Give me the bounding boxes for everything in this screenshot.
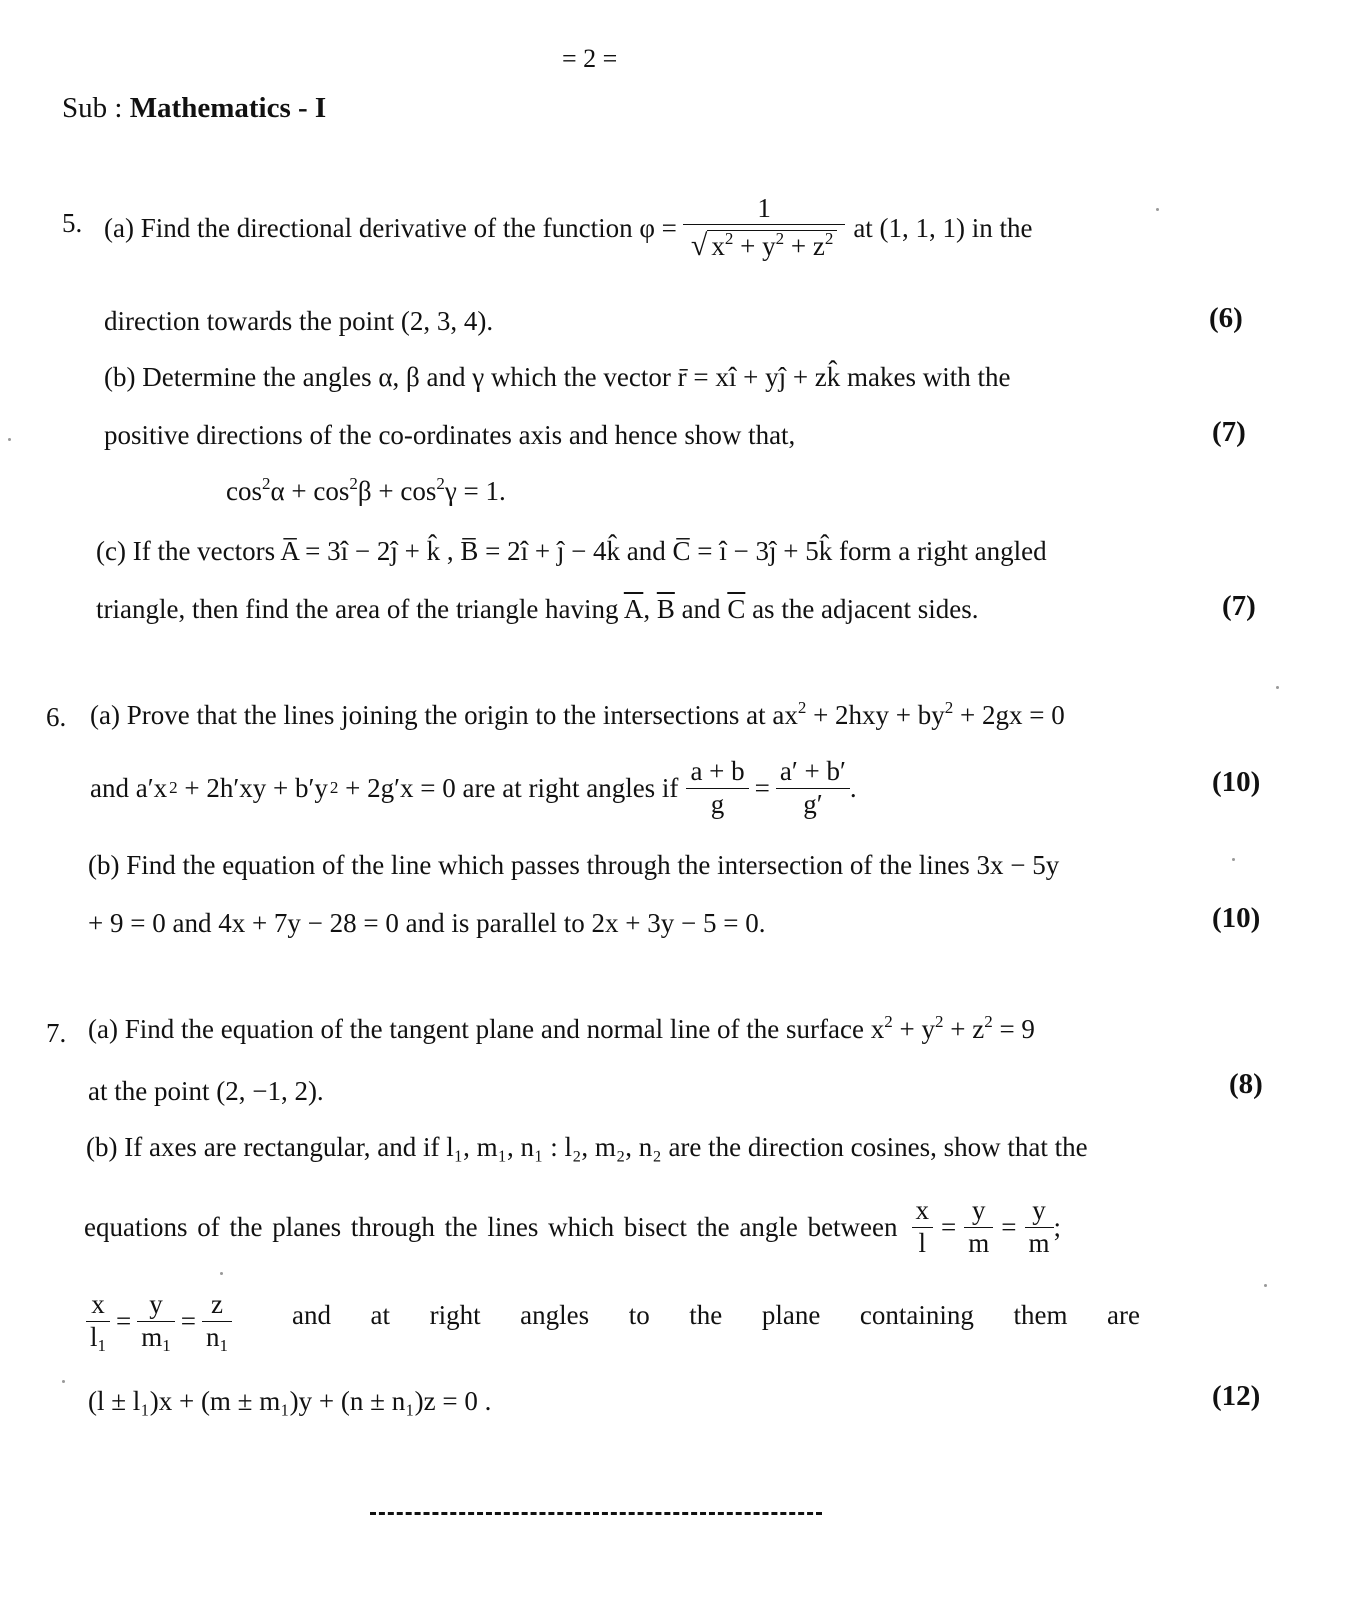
q7a-line2: at the point (2, −1, 2). bbox=[88, 1076, 324, 1106]
page-number: = 2 = bbox=[562, 44, 618, 73]
q7b-frac-y: $\frac{y}{m}$ bbox=[964, 1195, 993, 1258]
q7b-line3-fractions: $\frac{x}{l_1}$ = $\frac{y}{m_1}$ = $\frac{z}{n_1}$ bbox=[86, 1286, 232, 1356]
q6a-text: (a) Prove that the lines joining the origin to the intersections at bbox=[90, 700, 766, 730]
q5c-marks: (7) bbox=[1222, 590, 1256, 622]
q6a-text2-mid: + 2h′xy + b′y bbox=[184, 772, 328, 803]
q7a-marks: (8) bbox=[1229, 1068, 1263, 1100]
q5c-text-post: as the adjacent sides. bbox=[752, 594, 979, 624]
q6b-marks: (10) bbox=[1212, 902, 1261, 934]
q6a-frac2-num: a′ + b′ bbox=[779, 756, 846, 787]
q7b-frac-x1: $\frac{x}{l_1}$ bbox=[86, 1289, 110, 1352]
q6-number: 6. bbox=[46, 702, 67, 732]
sqrt-symbol: √ bbox=[690, 228, 708, 262]
q6a-marks: (10) bbox=[1212, 766, 1261, 798]
q5c-text-pre: triangle, then find the area of the triangle having bbox=[96, 594, 619, 624]
q5c-line1: (c) If the vectors A̅ = 3î − 2ĵ + k̂ , B̅ = 2î + ĵ − 4k̂ and C̅ = î − 3ĵ + 5k̂ form a right angled bbox=[96, 536, 1047, 566]
word: plane bbox=[761, 1300, 821, 1330]
q5a-text: (a) Find the directional derivative of the function φ = bbox=[104, 212, 677, 243]
q7b-frac-y2: $\frac{y}{m}$ bbox=[1025, 1195, 1054, 1258]
subject-label: Sub : bbox=[62, 92, 130, 124]
q7b-result-equation: (l ± l₁)x + (m ± m₁)y + (n ± n₁)z = 0 . bbox=[88, 1386, 492, 1416]
subject-title: Mathematics - I bbox=[129, 92, 327, 124]
q5c-line2: triangle, then find the area of the triangle having $\overline{A}$, $\overline{B}$ and $\overline{C}$ as the adjacent sides. bbox=[96, 594, 979, 624]
scan-speck bbox=[8, 438, 11, 441]
q5a-fraction bbox=[683, 193, 845, 264]
q5a-marks: (6) bbox=[1209, 302, 1243, 334]
vector-b: $\overline{B}$ bbox=[656, 594, 675, 624]
q7a-line1: (a) Find the equation of the tangent plane and normal line of the surface $x^2 + y^2 + z^2 = 9$ bbox=[88, 1012, 1035, 1044]
q5b-line2: positive directions of the co-ordinates axis and hence show that, bbox=[104, 420, 796, 450]
q5b-line1: (b) Determine the angles α, β and γ which the vector r̄ = xî + yĵ + zk̂ makes with the bbox=[104, 362, 1011, 392]
word: containing bbox=[859, 1300, 974, 1330]
q6a-text2-post: + 2g′x = 0 are at right angles if bbox=[345, 772, 679, 803]
q6a-frac1-num: a + b bbox=[690, 756, 745, 787]
word: the bbox=[689, 1300, 723, 1330]
q7b-text2: equations of the planes through the lines which bisect the angle between bbox=[84, 1211, 898, 1242]
q6a-text2-pre: and a′x bbox=[90, 772, 168, 803]
q5b-marks: (7) bbox=[1212, 416, 1246, 448]
q6a-line1: (a) Prove that the lines joining the origin to the intersections at $ax^2 + 2hxy + by^2 + 2gx = 0$ bbox=[90, 698, 1065, 730]
scan-speck bbox=[1156, 208, 1159, 211]
q5c-and: and bbox=[681, 594, 721, 624]
q7-number: 7. bbox=[46, 1018, 67, 1048]
q7b-line1: (b) If axes are rectangular, and if l₁, m₁, n₁ : l₂, m₂, n₂ are the direction cosines, show that the bbox=[86, 1132, 1088, 1162]
q7b-marks: (12) bbox=[1212, 1380, 1261, 1412]
scan-speck bbox=[1276, 686, 1279, 689]
q7b-frac-z1: $\frac{z}{n_1}$ bbox=[202, 1289, 232, 1352]
word: to bbox=[628, 1300, 650, 1330]
word: are bbox=[1107, 1300, 1140, 1330]
q5-number: 5. bbox=[62, 208, 83, 238]
q6a-line2: and a′x 2 + 2h′xy + b′y 2 + 2g′x = 0 are at right angles if $\frac{a + b}{g}$ = $\frac{a' + b'}{g'}$ . bbox=[90, 756, 857, 819]
q6a-fraction1 bbox=[686, 756, 748, 819]
word: them bbox=[1013, 1300, 1068, 1330]
end-rule bbox=[370, 1512, 822, 1515]
q7b-line3-words bbox=[292, 1300, 1140, 1331]
q7b-line2: equations of the planes through the lines which bisect the angle between $\frac{x}{l}$ = $\frac{y}{m}$ = $\frac{y}{m}$ ; bbox=[84, 1195, 1062, 1258]
q5a-text-post: at (1, 1, 1) in the bbox=[853, 212, 1033, 243]
word: angles bbox=[520, 1300, 590, 1330]
word: and bbox=[292, 1300, 331, 1330]
word: at bbox=[370, 1300, 391, 1330]
q5a-frac-den: √ $x^2 + y^2 + z^2$ bbox=[683, 224, 845, 264]
q6b-line2: + 9 = 0 and 4x + 7y − 28 = 0 and is parallel to 2x + 3y − 5 = 0. bbox=[88, 908, 766, 938]
vector-c: $\overline{C}$ bbox=[727, 594, 746, 624]
q6a-fraction2 bbox=[776, 756, 850, 819]
q5b-identity: $\cos^2\alpha + \cos^2\beta + \cos^2\gamma = 1$. bbox=[226, 474, 506, 506]
q5a-frac-num: 1 bbox=[757, 192, 771, 223]
q6b-line1: (b) Find the equation of the line which passes through the intersection of the lines 3x − 5y bbox=[88, 850, 1060, 880]
q7a-text: (a) Find the equation of the tangent plane and normal line of the surface bbox=[88, 1014, 864, 1044]
vector-a: $\overline{A}$ bbox=[623, 594, 644, 624]
q6a-frac2-den: g′ bbox=[776, 788, 850, 820]
q7b-frac-x: $\frac{x}{l}$ bbox=[912, 1195, 934, 1258]
subject-line bbox=[62, 92, 326, 125]
q6a-frac1-den: g bbox=[686, 788, 748, 820]
q7b-frac-y1: $\frac{y}{m_1}$ bbox=[137, 1289, 175, 1352]
q5a-line1 bbox=[104, 188, 1033, 268]
word: right bbox=[429, 1300, 481, 1330]
q5a-line2: direction towards the point (2, 3, 4). bbox=[104, 306, 494, 336]
scan-speck bbox=[1264, 1284, 1267, 1287]
scan-speck bbox=[62, 1380, 65, 1383]
scan-speck bbox=[1232, 858, 1235, 861]
scan-speck bbox=[220, 1272, 223, 1275]
